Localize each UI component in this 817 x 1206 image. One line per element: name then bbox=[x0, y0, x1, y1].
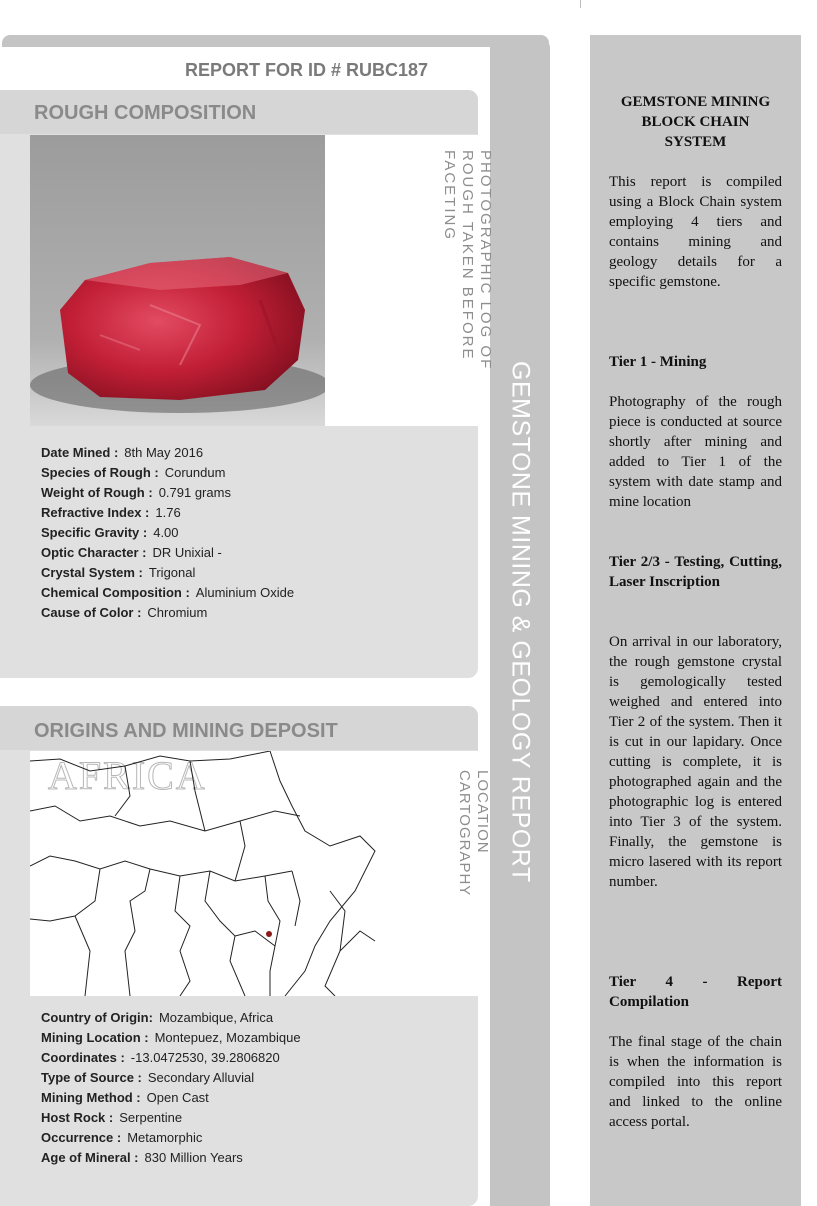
detail-row: Country of Origin: Mozambique, Africa bbox=[41, 1010, 274, 1025]
detail-row: Mining Method : Open Cast bbox=[41, 1090, 209, 1105]
tier23-text: On arrival in our laboratory, the rough gemstone crystal is gemologically tested weighed and entered into Tier 2 of the system. Then it is cut in our lapidary. Once cutting is complete, it is photographed again and the photographic log is entered into Tier 3 of the system. Finally, the gemstone is micro lasered with its report number. bbox=[609, 634, 782, 890]
vertical-title bbox=[490, 38, 550, 1206]
top-tick bbox=[580, 0, 581, 8]
detail-row: Crystal System : Trigonal bbox=[41, 565, 196, 580]
tier4-text: The final stage of the chain is when the information is compiled into this report and linked to the online access portal. bbox=[609, 1034, 782, 1130]
tier4-title: Tier 4 - Report Compilation bbox=[609, 974, 782, 1010]
detail-row: Weight of Rough : 0.791 grams bbox=[41, 485, 231, 500]
sidebar-heading: GEMSTONE MINING BLOCK CHAIN SYSTEM bbox=[620, 94, 771, 150]
tier1-text: Photography of the rough piece is conducted at source shortly after mining and added to Tier 1 of the system with date stamp and mine location bbox=[609, 394, 782, 510]
detail-row: Chemical Composition : Aluminium Oxide bbox=[41, 585, 295, 600]
detail-row: Specific Gravity : 4.00 bbox=[41, 525, 179, 540]
detail-row: Occurrence : Metamorphic bbox=[41, 1130, 203, 1145]
detail-row: Date Mined : 8th May 2016 bbox=[41, 445, 204, 460]
rough-gemstone-photo bbox=[30, 135, 325, 426]
africa-map bbox=[30, 751, 380, 996]
map-caption: LOCATION CARTOGRAPHY bbox=[456, 770, 491, 897]
top-bar bbox=[2, 35, 549, 47]
map-label: AFRICA bbox=[48, 753, 207, 798]
rough-details bbox=[41, 443, 294, 623]
detail-row: Coordinates : -13.0472530, 39.2806820 bbox=[41, 1050, 280, 1065]
origins-panel-title: ORIGINS AND MINING DEPOSIT bbox=[34, 720, 338, 742]
detail-row: Optic Character : DR Unixial - bbox=[41, 545, 222, 560]
detail-row: Type of Source : Secondary Alluvial bbox=[41, 1070, 255, 1085]
vertical-title-text: GEMSTONE MINING & GEOLOGY REPORT bbox=[506, 361, 535, 883]
detail-row: Species of Rough : Corundum bbox=[41, 465, 226, 480]
origins-details bbox=[41, 1008, 301, 1168]
detail-row: Mining Location : Montepuez, Mozambique bbox=[41, 1030, 301, 1045]
detail-row: Age of Mineral : 830 Million Years bbox=[41, 1150, 243, 1165]
sidebar-intro: This report is compiled using a Block Chain system employing 4 tiers and contains mining and geology details for a specific gemstone. bbox=[609, 174, 782, 290]
tier1-title: Tier 1 - Mining bbox=[609, 354, 707, 370]
rough-panel-title: ROUGH COMPOSITION bbox=[34, 102, 257, 124]
detail-row: Host Rock : Serpentine bbox=[41, 1110, 183, 1125]
photo-caption: PHOTOGRAPHIC LOG OF ROUGH TAKEN BEFORE FACETING bbox=[441, 150, 494, 371]
detail-row: Refractive Index : 1.76 bbox=[41, 505, 181, 520]
tier23-title: Tier 2/3 - Testing, Cutting, Laser Inscription bbox=[609, 554, 782, 590]
report-id: REPORT FOR ID # RUBC187 bbox=[185, 60, 429, 80]
detail-row: Cause of Color : Chromium bbox=[41, 605, 208, 620]
